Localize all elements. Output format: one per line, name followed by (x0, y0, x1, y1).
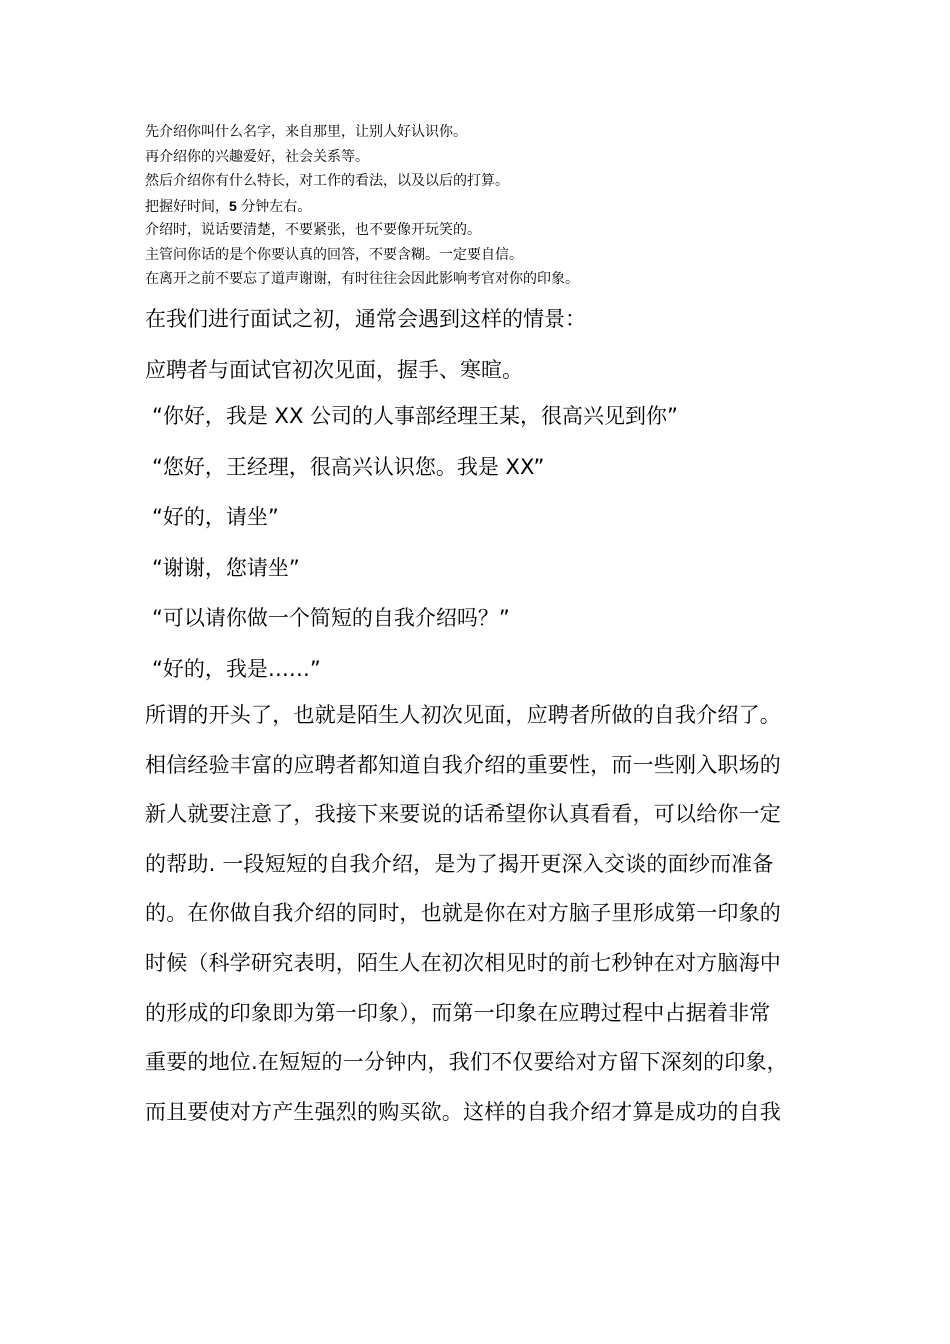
paragraph-line: 相信经验丰富的应聘者都知道自我介绍的重要性，而一些刚入职场的 (145, 752, 781, 777)
paragraph-line: 重要的地位.在短短的一分钟内，我们不仅要给对方留下深刻的印象， (145, 1050, 788, 1075)
body-paragraph (145, 700, 815, 1146)
paragraph-line: 的形成的印象即为第一印象），而第一印象在应聘过程中占据着非常 (145, 1000, 771, 1025)
paragraph-line: 所谓的开头了，也就是陌生人初次见面，应聘者所做的自我介绍了。 (145, 703, 781, 727)
tip-text: 把握好时间， (145, 198, 229, 215)
paragraph-line: 时候（科学研究表明，陌生人在初次相见时的前七秒钟在对方脑海中 (145, 950, 781, 975)
intro-line: 在我们进行面试之初，通常会遇到这样的情景： (145, 307, 586, 331)
dialogue-line: “好的，请坐” (152, 505, 279, 529)
tip-line: 先介绍你叫什么名字，来自那里，让别人好认识你。 (145, 124, 467, 140)
tip-line (145, 194, 845, 219)
dialogue-line: “可以请你做一个简短的自我介绍吗？” (152, 606, 510, 630)
tip-line: 在离开之前不要忘了道声谢谢，有时往往会因此影响考官对你的印象。 (145, 271, 579, 287)
dialogue-line: “好的，我是……” (152, 656, 321, 681)
paragraph-line: 而且要使对方产生强烈的购买欲。这样的自我介绍才算是成功的自我 (145, 1099, 781, 1124)
tip-number: 5 (229, 197, 237, 214)
scene-line: 应聘者与面试官初次见面，握手、寒暄。 (145, 358, 523, 382)
paragraph-line: 的帮助. 一段短短的自我介绍，是为了揭开更深入交谈的面纱而准备 (145, 851, 774, 876)
tips-list (145, 120, 845, 292)
dialogue-line: “谢谢，您请坐” (152, 555, 300, 580)
paragraph-line: 的。在你做自我介绍的同时，也就是你在对方脑子里形成第一印象的 (145, 901, 781, 926)
tip-line: 再介绍你的兴趣爱好，社会关系等。 (145, 148, 369, 165)
tip-line: 然后介绍你有什么特长，对工作的看法，以及以后的打算。 (145, 173, 509, 189)
paragraph-line: 新人就要注意了，我接下来要说的话希望你认真看看，可以给你一定 (145, 802, 781, 827)
tip-text: 分钟左右。 (236, 198, 312, 215)
tip-line: 介绍时，说话要清楚，不要紧张，也不要像开玩笑的。 (145, 222, 481, 238)
dialogue-line: “你好，我是 XX 公司的人事部经理王某，很高兴见到你” (152, 404, 678, 428)
dialogue-line: “您好，王经理，很高兴认识您。我是 XX” (152, 454, 545, 479)
tip-line: 主管问你话的是个你要认真的回答，不要含糊。一定要自信。 (145, 246, 523, 263)
dialogue-list (152, 401, 678, 704)
